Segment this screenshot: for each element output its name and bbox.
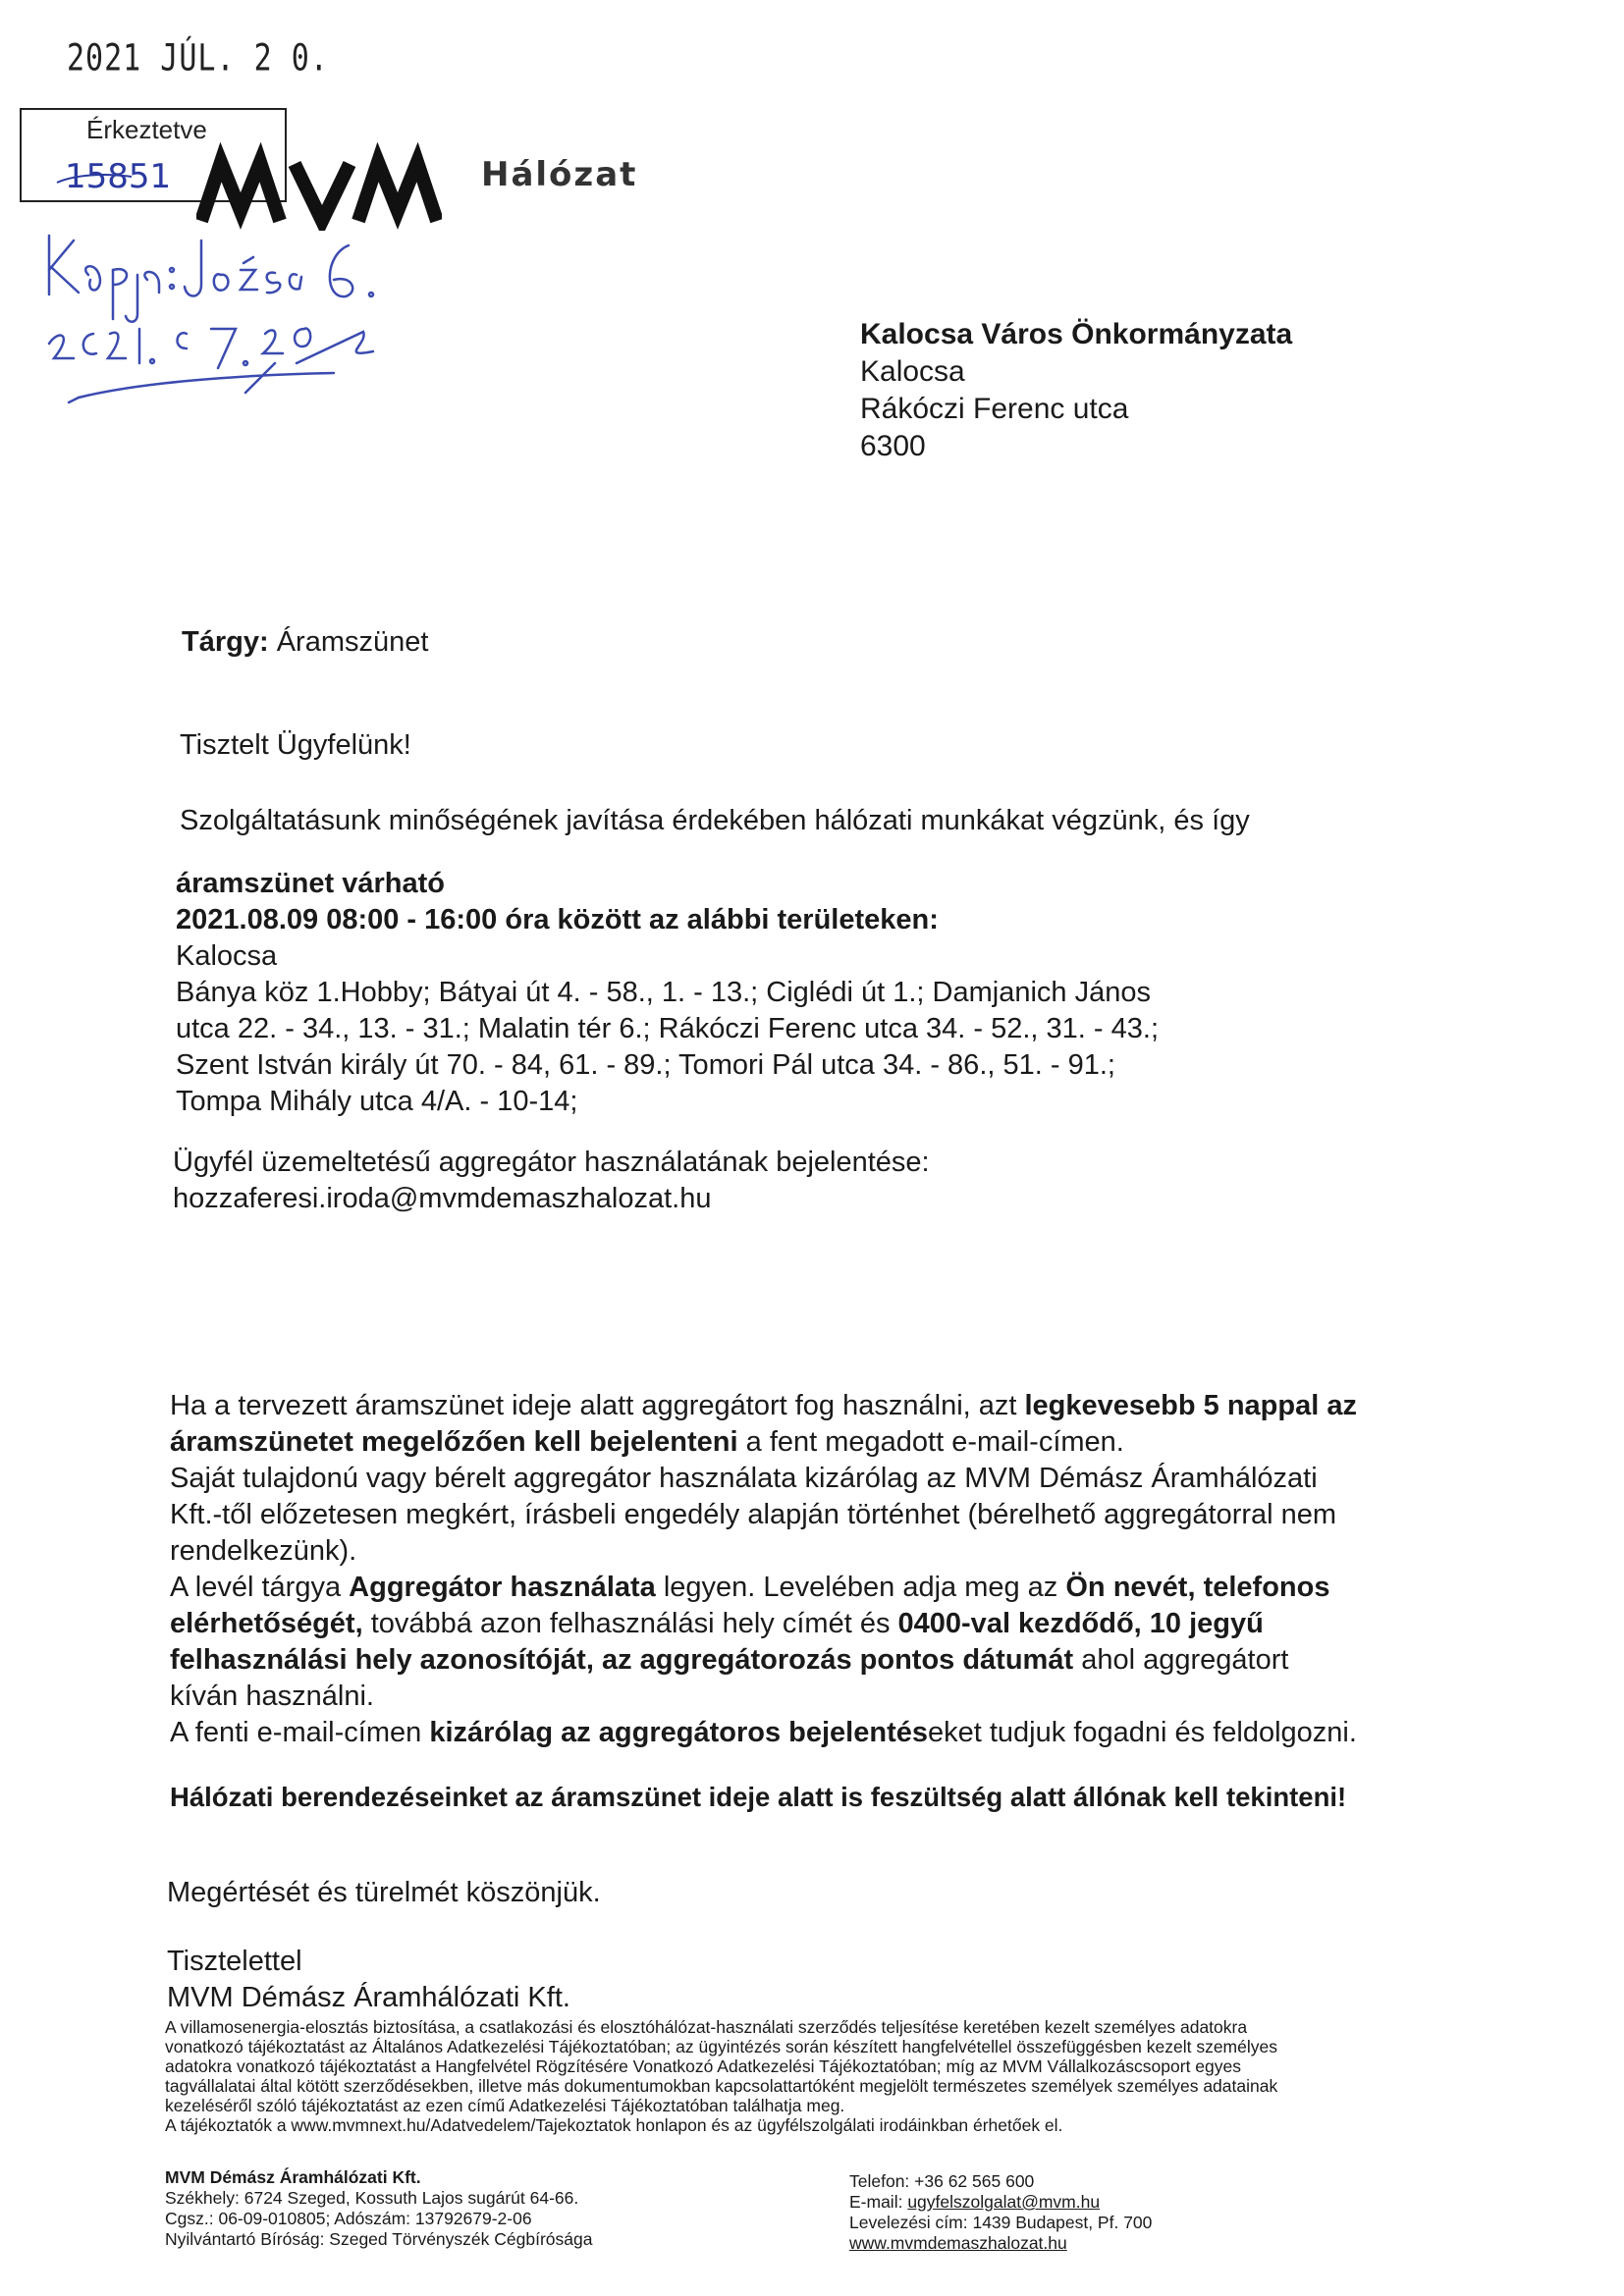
info-line: Saját tulajdonú vagy bérelt aggregátor használata kizárólag az MVM Démász Áramhálózati [170,1463,1318,1494]
logo-suffix: Hálózat [481,155,638,194]
info-line: áramszünetet megelőzően kell bejelenteni a fent megadott e-mail-címen. [170,1426,1124,1458]
footer-court: Nyilvántartó Bíróság: Szeged Törvényszék Cégbírósága [165,2229,593,2249]
outage-heading: áramszünet várható [176,868,445,899]
mvm-logo [196,142,442,236]
footer-ids: Cgsz.: 06-09-010805; Adószám: 13792679-2-06 [165,2209,532,2228]
strike-mark [55,165,134,194]
handwriting-signature-icon [39,226,393,432]
recipient-street: Rákóczi Ferenc utca [860,393,1129,425]
info-line: Kft.-től előzetesen megkért, írásbeli engedély alapján történhet (bérelhető aggregátorral nem [170,1499,1337,1530]
aggregator-email: hozzaferesi.iroda@mvmdemaszhalozat.hu [173,1183,712,1214]
subject-value: Áramszünet [268,626,429,658]
footer-company-info [165,2167,592,2250]
recipient-name: Kalocsa Város Önkormányzata [860,318,1293,350]
info-line: rendelkezünk). [170,1535,357,1567]
footer-seat: Székhely: 6724 Szeged, Kossuth Lajos sugárút 64-66. [165,2188,579,2208]
recipient-address [860,316,1292,465]
outage-streets-line: Tompa Mihály utca 4/A. - 10-14; [176,1086,578,1117]
footer-contact-info [849,2171,1152,2254]
footer-company: MVM Démász Áramhálózati Kft. [165,2167,421,2187]
footer-web-link[interactable]: www.mvmdemaszhalozat.hu [849,2233,1067,2253]
stamp-date: 2021 JÚL. 2 0. [67,36,329,80]
footer-email-line: E-mail: ugyfelszolgalat@mvm.hu [849,2192,1101,2212]
outage-streets-line: utca 22. - 34., 13. - 31.; Malatin tér 6.; Rákóczi Ferenc utca 34. - 52., 31. - 43.; [176,1013,1159,1044]
info-line: Ha a tervezett áramszünet ideje alatt aggregátort fog használni, azt legkevesebb 5 nappal az [170,1390,1357,1421]
info-line: elérhetőségét, továbbá azon felhasználási hely címét és 0400-val kezdődő, 10 jegyű [170,1608,1264,1639]
outage-time: 2021.08.09 08:00 - 16:00 óra között az alábbi területeken: [176,904,939,935]
recipient-zip: 6300 [860,430,926,462]
info-line: A fenti e-mail-címen kizárólag az aggregátoros bejelentéseket tudjuk fogadni és feldolgozni. [170,1717,1357,1748]
closing-text: Tisztelettel [167,1946,302,1977]
thanks-text: Megértését és türelmét köszönjük. [167,1877,601,1908]
outage-town: Kalocsa [176,940,278,972]
signature-company: MVM Démász Áramhálózati Kft. [167,1982,570,2013]
aggregator-notice: Ügyfél üzemeltetésű aggregátor használatának bejelentése: [173,1147,930,1178]
footer-phone: Telefon: +36 62 565 600 [849,2171,1035,2191]
stamp-label: Érkeztetve [86,115,207,144]
greeting: Tisztelt Ügyfelünk! [180,729,411,761]
info-line: kíván használni. [170,1681,374,1712]
subject-label: Tárgy: [182,626,269,658]
info-line: A levél tárgya Aggregátor használata legyen. Levelében adja meg az Ön nevét, telefonos [170,1572,1330,1603]
safety-warning: Hálózati berendezéseinket az áramszünet ideje alatt is feszültség alatt állónak kell tekinteni! [170,1782,1347,1812]
subject-line [182,624,428,661]
footer-email-link[interactable]: ugyfelszolgalat@mvm.hu [907,2192,1101,2212]
intro-text: Szolgáltatásunk minőségének javítása érdekében hálózati munkákat végzünk, és így [180,805,1250,836]
recipient-city: Kalocsa [860,355,965,388]
handwritten-note [39,226,393,437]
privacy-notice: A villamosenergia-elosztás biztosítása, a csatlakozási és elosztóhálózat-használati szerződés teljesítése keretében kezelt személyes adatokra vonatkozó tájékoztatást az Általános Adatkezelési Tájékoztatóban; az ügyintézés során készített hangfelvétellel összefüggésben kezelt személyes adatokra vonatkozó tájékoztatást a Hangfelvétel Rögzítésére Vonatkozó Adatkezelési Tájékoztatóban; míg az MVM Vállalkozáscsoport egyes tagvállalatai által kötött szerződésekben, illetve más dokumentumokban kapcsolattartóként megjelölt természetes személyek személyes adatainak kezeléséről szóló tájékoztatást az ezen című Adatkezelési Tájékoztatóban találhatja meg. A tájékoztatók a www.mvmnext.hu/Adatvedelem/Tajekoztatok honlapon és az ügyfélszolgálati irodáinkban érhetőek el. [165,2017,1278,2135]
outage-streets-line: Szent István király út 70. - 84, 61. - 89.; Tomori Pál utca 34. - 86., 51. - 91.; [176,1049,1115,1081]
stamp-number: 15851 [65,157,171,196]
info-line: felhasználási hely azonosítóját, az aggregátorozás pontos dátumát ahol aggregátort [170,1644,1289,1676]
mvm-logo-icon [196,142,442,231]
outage-streets-line: Bánya köz 1.Hobby; Bátyai út 4. - 58., 1. - 13.; Ciglédi út 1.; Damjanich János [176,977,1151,1008]
footer-postal: Levelezési cím: 1439 Budapest, Pf. 700 [849,2213,1153,2232]
